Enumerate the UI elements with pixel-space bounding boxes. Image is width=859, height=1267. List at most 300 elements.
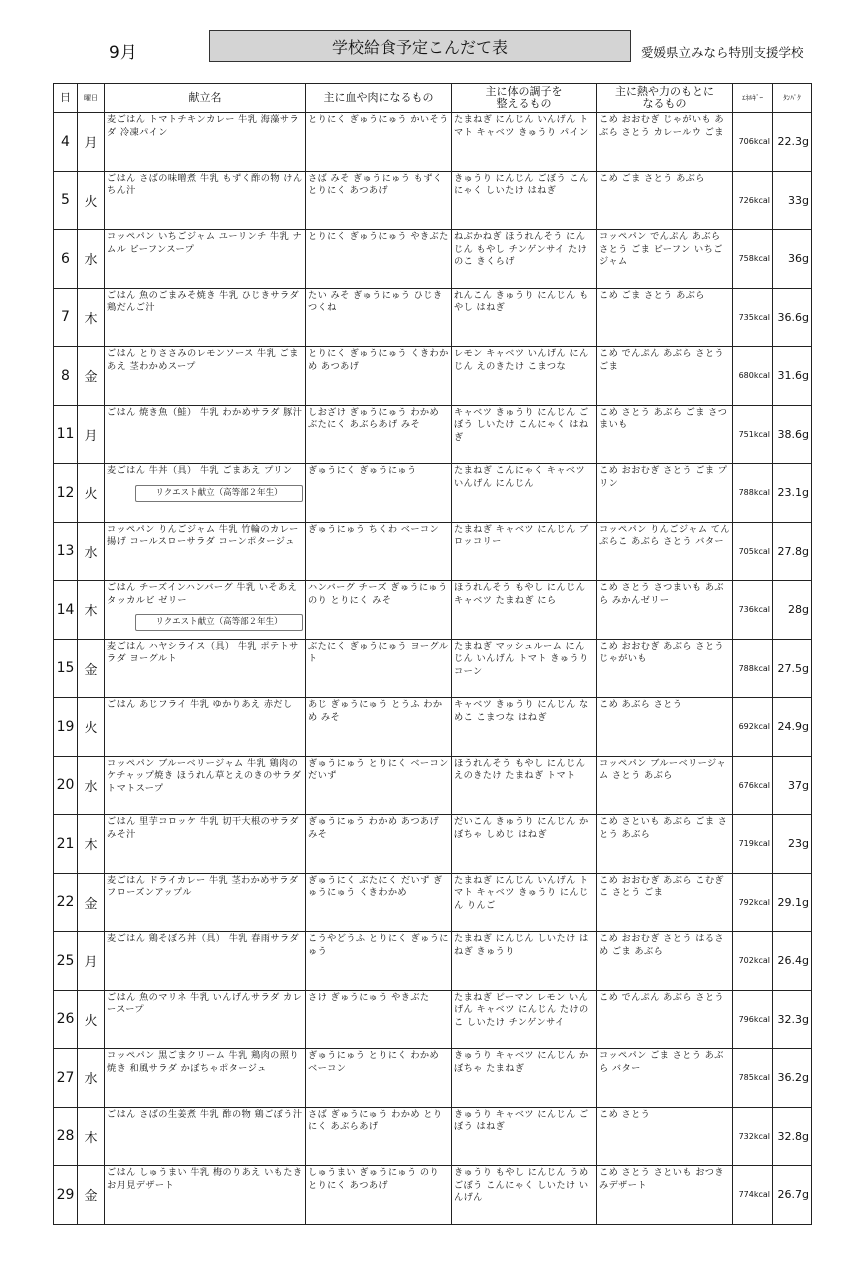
cell-protein (773, 171, 812, 230)
cell-protein (773, 756, 812, 815)
cell-day (54, 288, 78, 347)
cell-weekday (78, 1107, 105, 1166)
cell-day (54, 932, 78, 991)
cell-yellow-foods-text: コッペパン でんぷん あぶら さとう ごま ビーフン いちごジャム (599, 231, 723, 268)
table-row (54, 113, 812, 172)
col-header-menu: 献立名 (105, 84, 306, 113)
cell-menu-text: 麦ごはん 牛丼（具） 牛乳 ごまあえ プリン (107, 465, 293, 476)
cell-green-foods-text: たまねぎ にんじん しいたけ はねぎ きゅうり (454, 933, 589, 957)
cell-yellow-foods-text: こめ でんぷん あぶら さとう (599, 991, 725, 1003)
cell-red-foods (306, 1107, 452, 1166)
cell-red-foods (306, 230, 452, 289)
cell-green-foods (452, 639, 597, 698)
cell-day-text: 12 (56, 484, 75, 501)
cell-protein-text: 33g (788, 193, 809, 207)
cell-green-foods (452, 347, 597, 406)
cell-protein (773, 932, 812, 991)
cell-weekday (78, 639, 105, 698)
cell-weekday (78, 990, 105, 1049)
cell-yellow-foods (597, 698, 733, 757)
table-row (54, 1166, 812, 1225)
table-row (54, 932, 812, 991)
cell-energy (733, 230, 773, 289)
cell-energy (733, 756, 773, 815)
cell-energy (733, 113, 773, 172)
page-title (209, 30, 631, 62)
cell-energy (733, 639, 773, 698)
col-header-weekday: 曜日 (78, 84, 105, 113)
cell-day (54, 347, 78, 406)
cell-green-foods (452, 581, 597, 640)
cell-day (54, 1107, 78, 1166)
cell-yellow-foods (597, 522, 733, 581)
cell-red-foods-text: とりにく ぎゅうにゅう やきぶた (308, 231, 449, 242)
cell-day (54, 230, 78, 289)
cell-weekday-text: 金 (84, 1189, 98, 1205)
cell-menu-text: コッペパン りんごジャム 牛乳 竹輪のカレー揚げ コールスローサラダ コーンポタージュ (107, 523, 299, 548)
col-header-energy: ｴﾈﾙｷﾞｰ (733, 84, 773, 113)
cell-yellow-foods-text: こめ さとう (599, 1108, 651, 1120)
cell-protein-text: 38.6g (777, 427, 809, 441)
page-title-text: 学校給食予定こんだて表 (331, 37, 508, 57)
cell-red-foods (306, 1049, 452, 1108)
cell-weekday-text: 木 (84, 1130, 98, 1146)
cell-red-foods (306, 1166, 452, 1225)
cell-energy-text: 706kcal (738, 137, 770, 147)
cell-day (54, 581, 78, 640)
cell-protein (773, 464, 812, 523)
cell-yellow-foods (597, 171, 733, 230)
cell-protein (773, 990, 812, 1049)
cell-energy (733, 405, 773, 464)
cell-weekday-text: 水 (84, 545, 98, 561)
cell-protein (773, 873, 812, 932)
cell-green-foods-text: たまねぎ こんにゃく キャベツ いんげん にんじん (454, 465, 586, 489)
cell-protein-text: 27.5g (777, 661, 809, 675)
cell-yellow-foods (597, 288, 733, 347)
cell-menu-text: ごはん あじフライ 牛乳 ゆかりあえ 赤だし (107, 699, 293, 710)
cell-menu-text: 麦ごはん トマトチキンカレー 牛乳 海藻サラダ 冷凍パイン (107, 114, 300, 138)
cell-menu (105, 347, 306, 406)
cell-green-foods (452, 288, 597, 347)
cell-red-foods (306, 522, 452, 581)
cell-red-foods-text: あじ ぎゅうにゅう とうふ わかめ みそ (308, 699, 443, 723)
cell-green-foods (452, 464, 597, 523)
cell-yellow-foods (597, 581, 733, 640)
cell-menu-text: コッペパン 黒ごまクリーム 牛乳 鶏肉の照り焼き 和風サラダ かぼちゃポタージュ (107, 1050, 299, 1074)
cell-protein-text: 36g (788, 252, 809, 266)
cell-red-foods (306, 113, 452, 172)
cell-day (54, 990, 78, 1049)
cell-weekday-text: 金 (84, 896, 98, 912)
cell-red-foods (306, 990, 452, 1049)
cell-protein-text: 28g (788, 603, 809, 617)
cell-weekday (78, 288, 105, 347)
cell-green-foods-text: たまねぎ にんじん いんげん トマト キャベツ きゅうり にんじん りんご (454, 874, 589, 911)
cell-red-foods-text: とりにく ぎゅうにゅう くきわかめ あつあげ (308, 348, 449, 372)
cell-green-foods-text: たまねぎ ピーマン レモン いんげん キャベツ にんじん たけのこ しいたけ チンゲンサイ (454, 991, 589, 1028)
cell-weekday (78, 698, 105, 757)
cell-red-foods-text: さけ ぎゅうにゅう やきぶた (308, 991, 430, 1003)
cell-red-foods (306, 815, 452, 874)
cell-energy (733, 990, 773, 1049)
cell-red-foods-text: ぎゅうにゅう ちくわ ベーコン (308, 523, 440, 535)
cell-day (54, 464, 78, 523)
cell-weekday-text: 木 (84, 838, 98, 854)
cell-menu-text: ごはん 魚のマリネ 牛乳 いんげんサラダ カレースープ (107, 991, 303, 1016)
cell-red-foods-text: ハンバーグ チーズ ぎゅうにゅう のり とりにく みそ (308, 582, 448, 606)
cell-weekday-text: 水 (84, 1072, 98, 1088)
cell-energy-text: 676kcal (738, 780, 770, 790)
cell-yellow-foods (597, 990, 733, 1049)
cell-weekday-text: 月 (84, 428, 98, 444)
cell-protein (773, 1107, 812, 1166)
cell-menu-text: ごはん 魚のごまみそ焼き 牛乳 ひじきサラダ 鶏だんご汁 (107, 289, 300, 314)
cell-energy-text: 796kcal (738, 1014, 770, 1024)
cell-yellow-foods (597, 756, 733, 815)
col-header-protein: ﾀﾝﾊﾟｸ (773, 84, 812, 113)
cell-energy (733, 581, 773, 640)
cell-menu (105, 581, 306, 640)
cell-day-text: 7 (61, 309, 70, 326)
cell-menu-text: ごはん さばの生姜煮 牛乳 酢の物 鶏ごぼう汁 (107, 1108, 303, 1120)
cell-energy (733, 698, 773, 757)
cell-day-text: 11 (56, 426, 75, 443)
cell-red-foods-text: さば ぎゅうにゅう わかめ とりにく あぶらあげ (308, 1108, 443, 1133)
cell-green-foods-text: キャベツ きゅうり にんじん ごぼう しいたけ こんにゃく はねぎ (454, 406, 589, 443)
cell-energy-text: 792kcal (738, 897, 770, 907)
cell-weekday-text: 火 (84, 721, 98, 737)
school-name: 愛媛県立みなら特別支援学校 (641, 45, 804, 60)
month-label: 9月 (109, 43, 137, 63)
cell-weekday (78, 581, 105, 640)
cell-yellow-foods-text: こめ ごま さとう あぶら (599, 172, 705, 184)
cell-weekday-text: 水 (84, 253, 98, 269)
cell-energy-text: 788kcal (738, 488, 770, 498)
cell-red-foods (306, 873, 452, 932)
cell-weekday-text: 木 (84, 311, 98, 327)
cell-menu (105, 990, 306, 1049)
cell-weekday (78, 464, 105, 523)
table-row (54, 347, 812, 406)
cell-green-foods (452, 815, 597, 874)
cell-energy-text: 680kcal (738, 371, 770, 381)
cell-weekday (78, 113, 105, 172)
cell-energy (733, 873, 773, 932)
cell-menu (105, 464, 306, 523)
cell-red-foods-text: とりにく ぎゅうにゅう かいそう (308, 114, 449, 125)
cell-day (54, 698, 78, 757)
cell-day (54, 1166, 78, 1225)
cell-red-foods (306, 171, 452, 230)
cell-red-foods-text: しゅうまい ぎゅうにゅう のり とりにく あつあげ (308, 1167, 440, 1191)
cell-green-foods (452, 1166, 597, 1225)
cell-red-foods (306, 288, 452, 347)
cell-red-foods-text: さば みそ ぎゅうにゅう もずく とりにく あつあげ (308, 172, 443, 197)
cell-yellow-foods (597, 113, 733, 172)
cell-day-text: 29 (56, 1186, 75, 1203)
cell-red-foods-text: ぎゅうにく ぎゅうにゅう (308, 465, 417, 476)
cell-yellow-foods-text: こめ さとう さといも おつきみデザート (599, 1167, 724, 1191)
cell-menu (105, 756, 306, 815)
cell-day-text: 15 (56, 660, 75, 677)
cell-energy-text: 758kcal (738, 254, 770, 264)
cell-green-foods (452, 698, 597, 757)
cell-energy (733, 522, 773, 581)
cell-yellow-foods (597, 464, 733, 523)
cell-yellow-foods-text: コッペパン りんごジャム てんぷらこ あぶら さとう バター (599, 523, 730, 548)
cell-yellow-foods-text: こめ おおむぎ さとう はるさめ ごま あぶら (599, 933, 725, 957)
cell-red-foods (306, 639, 452, 698)
table-row (54, 873, 812, 932)
table-row (54, 288, 812, 347)
cell-red-foods (306, 756, 452, 815)
cell-weekday-text: 金 (84, 662, 98, 678)
header-row (54, 84, 812, 113)
cell-red-foods-text: ぎゅうにゅう とりにく わかめ ベーコン (308, 1050, 440, 1074)
cell-day-text: 22 (56, 894, 75, 911)
cell-yellow-foods-text: こめ おおむぎ さとう ごま プリン (599, 465, 728, 489)
cell-energy (733, 932, 773, 991)
cell-energy-text: 774kcal (738, 1190, 770, 1200)
cell-energy-text: 732kcal (738, 1131, 770, 1141)
cell-protein-text: 36.6g (777, 310, 809, 324)
cell-yellow-foods-text: こめ おおむぎ あぶら こむぎこ さとう ごま (599, 874, 725, 899)
cell-yellow-foods (597, 230, 733, 289)
table-row (54, 1049, 812, 1108)
cell-weekday-text: 火 (84, 194, 98, 210)
cell-menu (105, 1049, 306, 1108)
cell-green-foods-text: きゅうり にんじん ごぼう こんにゃく しいたけ はねぎ (454, 172, 589, 197)
cell-day-text: 13 (56, 543, 75, 560)
cell-menu-text: ごはん 里芋コロッケ 牛乳 切干大根のサラダ みそ汁 (107, 816, 299, 840)
cell-red-foods (306, 698, 452, 757)
cell-menu-text: ごはん チーズインハンバーグ 牛乳 いそあえ タッカルビ ゼリー (107, 582, 298, 606)
cell-green-foods-text: たまねぎ キャベツ にんじん ブロッコリー (454, 523, 589, 548)
cell-red-foods-text: ぎゅうにゅう とりにく ベーコン だいず (308, 757, 449, 782)
cell-day (54, 815, 78, 874)
cell-energy-text: 751kcal (738, 429, 770, 439)
table-row (54, 171, 812, 230)
table-row (54, 815, 812, 874)
cell-yellow-foods (597, 1049, 733, 1108)
cell-menu (105, 171, 306, 230)
cell-day-text: 19 (56, 718, 75, 735)
menu-table (53, 83, 812, 1225)
menu-body (54, 113, 812, 1225)
cell-weekday (78, 815, 105, 874)
cell-yellow-foods-text: こめ ごま さとう あぶら (599, 289, 705, 301)
cell-green-foods (452, 990, 597, 1049)
cell-day (54, 873, 78, 932)
cell-red-foods-text: ぎゅうにく ぶたにく だいず ぎゅうにゅう くきわかめ (308, 874, 443, 899)
table-row (54, 230, 812, 289)
cell-energy (733, 464, 773, 523)
cell-weekday-text: 火 (84, 487, 98, 503)
cell-menu (105, 873, 306, 932)
cell-menu (105, 522, 306, 581)
cell-green-foods-text: たまねぎ マッシュルーム にんじん いんげん トマト きゅうり コーン (454, 640, 589, 677)
cell-yellow-foods (597, 405, 733, 464)
col-header-red: 主に血や肉になるもの (306, 84, 452, 113)
table-row (54, 698, 812, 757)
cell-green-foods-text: きゅうり もやし にんじん うめ ごぼう こんにゃく しいたけ いんげん (454, 1167, 589, 1204)
cell-green-foods-text: ほうれんそう もやし にんじん えのきたけ たまねぎ トマト (454, 757, 586, 782)
cell-weekday (78, 171, 105, 230)
cell-protein-text: 32.8g (777, 1129, 809, 1143)
cell-yellow-foods-text: こめ おおむぎ じゃがいも あぶら さとう カレールウ ごま (599, 114, 725, 138)
cell-yellow-foods (597, 347, 733, 406)
cell-menu (105, 698, 306, 757)
cell-menu-text: ごはん とりささみのレモンソース 牛乳 ごまあえ 茎わかめスープ (107, 348, 299, 372)
cell-menu-text: ごはん さばの味噌煮 牛乳 もずく酢の物 けんちん汁 (107, 172, 303, 197)
cell-day (54, 1049, 78, 1108)
cell-red-foods-text: たい みそ ぎゅうにゅう ひじき つくね (308, 289, 443, 314)
cell-green-foods-text: たまねぎ にんじん いんげん トマト キャベツ きゅうり パイン (454, 114, 589, 138)
cell-energy-text: 692kcal (738, 722, 770, 732)
cell-energy-text: 719kcal (738, 839, 770, 849)
cell-protein-text: 22.3g (777, 135, 809, 149)
cell-red-foods-text: ぶたにく ぎゅうにゅう ヨーグルト (308, 640, 449, 665)
cell-energy (733, 1166, 773, 1225)
cell-red-foods-text: ぎゅうにゅう わかめ あつあげ みそ (308, 816, 440, 840)
col-header-day: 日 (54, 84, 78, 113)
table-row (54, 464, 812, 523)
cell-day-text: 6 (61, 250, 70, 267)
cell-protein (773, 405, 812, 464)
cell-weekday (78, 932, 105, 991)
cell-green-foods (452, 1107, 597, 1166)
cell-day-text: 5 (61, 192, 70, 209)
cell-day-text: 20 (56, 777, 75, 794)
cell-energy (733, 288, 773, 347)
cell-yellow-foods-text: コッペパン ブルーベリージャム さとう あぶら (599, 757, 727, 782)
cell-weekday-text: 月 (84, 136, 98, 152)
cell-protein-text: 23.1g (777, 486, 809, 500)
cell-day-text: 8 (61, 367, 70, 384)
cell-protein-text: 26.4g (777, 954, 809, 968)
cell-energy-text: 735kcal (738, 312, 770, 322)
cell-red-foods-text: しおざけ ぎゅうにゅう わかめ ぶたにく あぶらあげ みそ (308, 406, 440, 431)
cell-weekday-text: 木 (84, 604, 98, 620)
cell-day (54, 113, 78, 172)
cell-yellow-foods-text: コッペパン ごま さとう あぶら バター (599, 1050, 724, 1074)
cell-day-text: 27 (56, 1069, 75, 1086)
table-row (54, 522, 812, 581)
cell-red-foods (306, 405, 452, 464)
cell-weekday (78, 347, 105, 406)
request-menu-badge: リクエスト献立（高等部２年生） (135, 614, 303, 631)
cell-green-foods (452, 171, 597, 230)
cell-green-foods-text: だいこん きゅうり にんじん かぼちゃ しめじ はねぎ (454, 816, 589, 840)
cell-day (54, 639, 78, 698)
cell-green-foods-text: れんこん きゅうり にんじん もやし はねぎ (454, 289, 589, 314)
cell-energy-text: 785kcal (738, 1073, 770, 1083)
cell-protein (773, 698, 812, 757)
cell-green-foods-text: きゅうり キャベツ にんじん かぼちゃ たまねぎ (454, 1050, 589, 1074)
cell-protein-text: 37g (788, 778, 809, 792)
cell-green-foods-text: ほうれんそう もやし にんじん キャベツ たまねぎ にら (454, 582, 586, 606)
cell-day (54, 522, 78, 581)
cell-weekday-text: 月 (84, 955, 98, 971)
cell-red-foods (306, 464, 452, 523)
cell-green-foods-text: ねぶかねぎ ほうれんそう にんじん もやし チンゲンサイ たけのこ きくらげ (454, 231, 588, 268)
cell-yellow-foods (597, 1107, 733, 1166)
cell-green-foods-text: キャベツ きゅうり にんじん なめこ こまつな はねぎ (454, 699, 589, 723)
cell-green-foods (452, 405, 597, 464)
cell-green-foods-text: レモン キャベツ いんげん にんじん えのきたけ こまつな (454, 348, 589, 372)
cell-day (54, 405, 78, 464)
cell-green-foods (452, 756, 597, 815)
cell-day-text: 26 (56, 1011, 75, 1028)
cell-green-foods (452, 932, 597, 991)
cell-protein (773, 581, 812, 640)
cell-weekday (78, 405, 105, 464)
cell-menu-text: コッペパン ブルーベリージャム 牛乳 鶏肉のケチャップ焼き ほうれん草とえのきのサラダ トマトスープ (107, 757, 302, 794)
cell-menu (105, 113, 306, 172)
cell-yellow-foods (597, 932, 733, 991)
cell-menu (105, 932, 306, 991)
cell-protein (773, 522, 812, 581)
table-row (54, 990, 812, 1049)
cell-red-foods (306, 932, 452, 991)
cell-menu (105, 405, 306, 464)
cell-menu (105, 230, 306, 289)
cell-weekday (78, 1166, 105, 1225)
cell-energy-text: 702kcal (738, 956, 770, 966)
cell-yellow-foods (597, 873, 733, 932)
cell-protein (773, 1049, 812, 1108)
cell-menu (105, 288, 306, 347)
cell-day-text: 28 (56, 1128, 75, 1145)
cell-yellow-foods (597, 639, 733, 698)
cell-protein-text: 27.8g (777, 544, 809, 558)
cell-weekday (78, 756, 105, 815)
cell-red-foods (306, 581, 452, 640)
cell-protein-text: 29.1g (777, 895, 809, 909)
cell-day-text: 21 (56, 835, 75, 852)
table-row (54, 405, 812, 464)
cell-day (54, 171, 78, 230)
cell-menu (105, 1107, 306, 1166)
cell-menu (105, 815, 306, 874)
request-menu-badge: リクエスト献立（高等部２年生） (135, 485, 303, 502)
cell-protein (773, 113, 812, 172)
cell-yellow-foods (597, 815, 733, 874)
cell-protein (773, 347, 812, 406)
cell-menu (105, 1166, 306, 1225)
cell-weekday-text: 火 (84, 1013, 98, 1029)
table-row (54, 1107, 812, 1166)
cell-red-foods (306, 347, 452, 406)
cell-energy-text: 736kcal (738, 605, 770, 615)
cell-yellow-foods-text: こめ さとう さつまいも あぶら みかんゼリー (599, 582, 725, 606)
cell-energy (733, 815, 773, 874)
cell-protein-text: 31.6g (777, 369, 809, 383)
cell-energy (733, 1107, 773, 1166)
cell-yellow-foods-text: こめ でんぷん あぶら さとう ごま (599, 348, 725, 372)
cell-menu-text: 麦ごはん 鶏そぼろ丼（具） 牛乳 春雨サラダ (107, 933, 300, 944)
cell-protein-text: 24.9g (777, 720, 809, 734)
cell-protein (773, 639, 812, 698)
cell-day-text: 25 (56, 952, 75, 969)
cell-day (54, 756, 78, 815)
cell-day-text: 4 (61, 133, 70, 150)
cell-menu-text: 麦ごはん ハヤシライス（具） 牛乳 ポテトサラダ ヨーグルト (107, 640, 299, 665)
table-row (54, 581, 812, 640)
cell-energy (733, 347, 773, 406)
cell-energy (733, 171, 773, 230)
